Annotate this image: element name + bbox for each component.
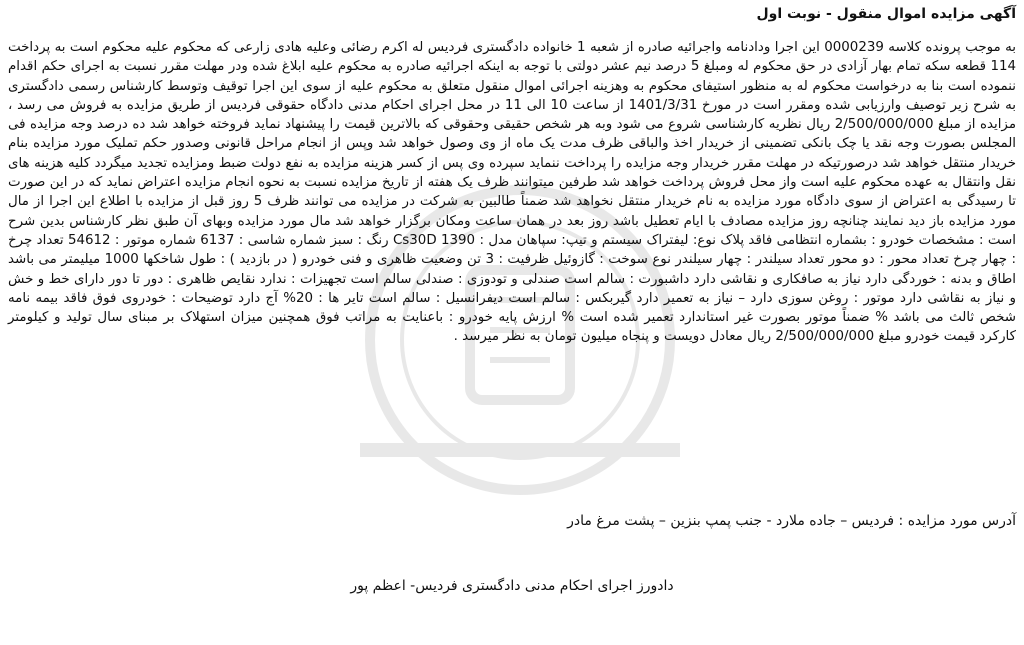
notice-body: به موجب پرونده کلاسه 0000239 این اجرا ودادنامه واجرائیه صادره از شعبه 1 خانواده دادگستری فردیس له اکرم رضائی وعلیه هادی زارعی که محکوم علیه محکوم است به پرداخت 114 قطعه سکه تمام بهار آزادی در حق محکوم له ومبلغ 5 درصد نیم عشر دولتی با توجه به اینکه اجرائیه صادره به محکوم علیه ابلاغ شده ودر مهلت مقرر نسبت به اجرای حکم اقدام ننموده است بنا به درخواست محکوم له به منظور استیفای محکوم به وهزینه اجرائی اموال منقول متعلق به محکوم علیه از سوی این اجرا توقیف وتوسط کارشناس رسمی دادگستری به شرح زیر توصیف وارزیابی شده ومقرر است در مورخ 1401/3/31 از ساعت 10 الی 11 در محل اجرای احکام مدنی دادگاه حقوقی فردیس از طریق مزایده به فروش می رسد ، مزایده از مبلغ 2/500/000/000 ریال نظریه کارشناسی شروع می شود وبه هر شخص حقیقی وحقوقی که بالاترین قیمت را پیشنهاد نماید فروخته خواهد شد ده درصد وجه مزایده فی المجلس بصورت وجه نقد یا چک بانکی تضمینی از خریدار اخذ والباقی ظرف مدت یک ماه از وی وصول خواهد شد وپس از انجام مراحل قانونی وصدور حکم تملیک مورد مزایده بنام خریدار منتقل خواهد شد درصورتیکه در مهلت مقرر خریدار وجه مزایده را پرداخت ننماید سپرده وی پس از کسر هزینه مزایده به نفع دولت ضبط ومزایده تجدید میگردد کلیه هزینه های نقل وانتقال به عهده محکوم علیه است واز محل فروش پرداخت خواهد شد طرفین میتوانند ظرف یک هفته از تاریخ مزایده نسبت به نحوه انجام مزایده اعتراض نماید که در این صورت تا رسیدگی به اعتراض از سوی دادگاه مورد مزایده به نام خریدار منتقل نخواهد شد ضمناً طالبین به شرکت در مزایده می توانند ظرف 5 روز قبل از مزایده با اطلاع این اجرا از مال مورد مزایده باز دید نمایند چنانچه روز مزایده مصادف با ایام تعطیل باشد روز بعد در همان ساعت ومکان برگزار خواهد شد مال مورد مزایده وبهای آن طبق نظر کارشناس بدین شرح است : مشخصات خودرو : بشماره انتظامی فاقد پلاک نوع: لیفتراک سیستم و تیپ: سپاهان مدل : Cs30D 1390 رنگ : سبز شماره شاسی : 6137 شماره موتور : 54612 تعداد چرخ : چهار چرخ تعداد محور : دو محور تعداد سیلندر : چهار سیلندر نوع سوخت : گازوئیل ظرفیت : 3 تن وضعیت ظاهری و فنی خودرو ( در بازدید ) : طول شاخکها 1000 میلیمتر می باشد اطاق و بدنه : خوردگی دارد نیاز به صافکاری و نقاشی دارد داشبورت : سالم است صندلی و تودوزی : صندلی سالم است تجهیزات : ندارد نقایص ظاهری : دور تا دور دارای خط و خش و نیاز به نقاشی دارد موتور : روغن سوزی دارد – نیاز به تعمیر دارد گیربکس : سالم است دیفرانسیل : سالم است تایر ها : 20% آج دارد توضیحات : خودروی فوق فاقد بیمه نامه شخص ثالث می باشد % ضمناً موتور بصورت غیر استاندارد تعمیر شده است % ارزش پایه خودرو : باعنایت به مراتب فوق همچنین میزان استهلاک بر مبنای سال تولید و کیلومتر کارکرد قیمت خودرو مبلغ 2/500/000/000 ریال معادل دویست و پنجاه میلیون تومان به نظر میرسد .: [8, 40, 1017, 345]
auction-notice: [8, 0, 1016, 645]
notice-title: آگهی مزایده اموال منقول - نوبت اول: [756, 6, 1016, 22]
auction-address: آدرس مورد مزایده : فردیس – جاده ملارد - جنب پمپ بنزین – پشت مرغ مادر: [567, 513, 1016, 529]
officer-signature: دادورز اجرای احکام مدنی دادگستری فردیس- اعظم پور: [350, 578, 674, 594]
